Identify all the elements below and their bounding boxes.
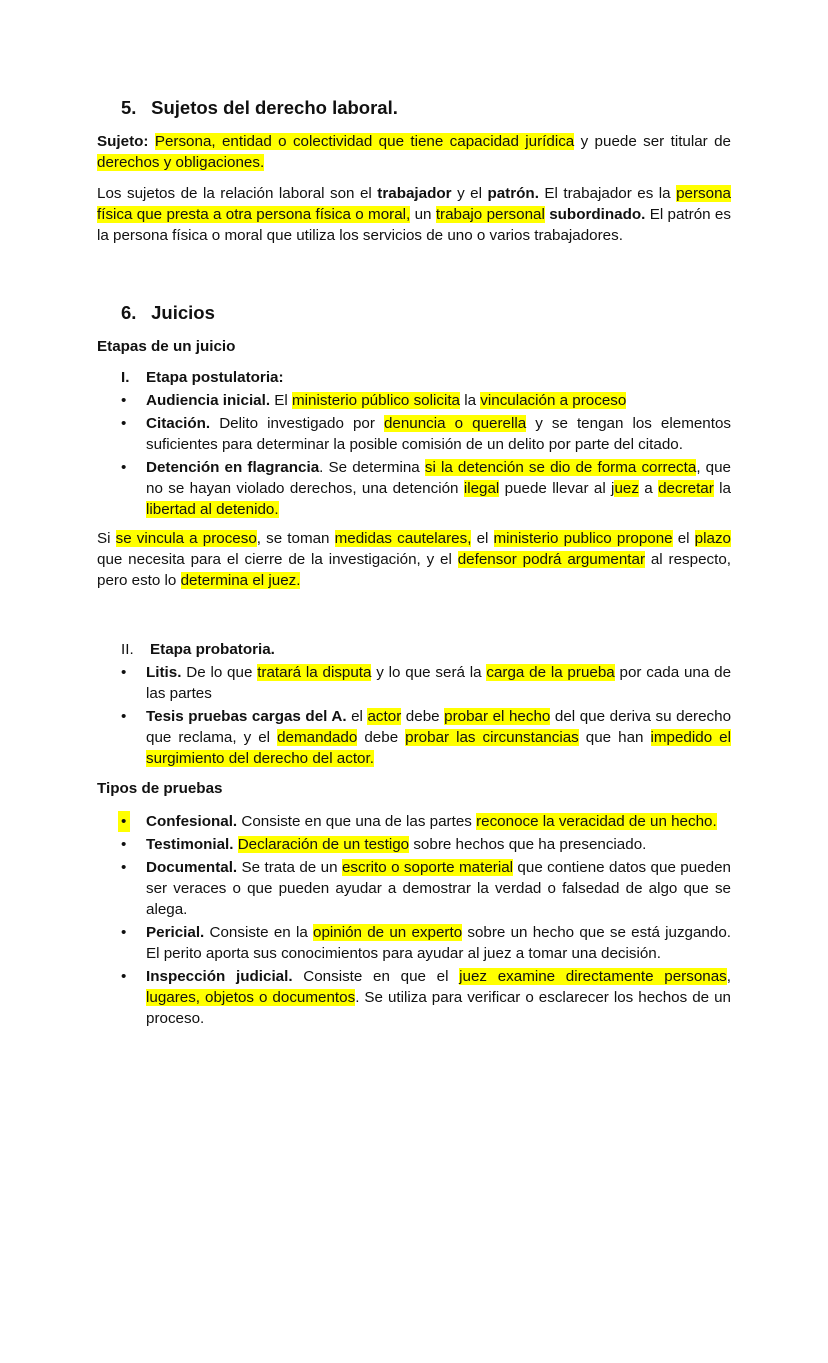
text-run: el: [346, 708, 368, 725]
list-item: [97, 662, 731, 704]
highlighted-text: persona física que presta a otra persona física o moral,: [97, 185, 731, 223]
highlighted-text: vinculación a proceso: [480, 392, 627, 409]
highlighted-text: Persona, entidad o colectividad que tiene capacidad jurídica: [154, 133, 575, 150]
highlighted-text: ministerio publico propone: [493, 530, 673, 547]
stage-2-title: Etapa probatoria.: [150, 641, 275, 658]
bold-text: Sujeto:: [97, 133, 155, 150]
highlighted-text: juez examine directamente personas: [459, 968, 727, 985]
stage-2-list: [97, 662, 731, 769]
tipos-pruebas-list: [97, 811, 731, 1029]
text-run: Consiste en la: [204, 924, 314, 941]
text-run: ,: [726, 968, 731, 985]
text-run: que contiene datos que pueden ser veraces o que pueden ayudar a demostrar la verdad o falsedad de algo que se alega.: [146, 859, 731, 918]
bold-text: Tesis pruebas cargas del A.: [146, 708, 347, 725]
text-run: sobre hechos que ha presenciado.: [409, 836, 647, 853]
text-run: y puede ser titular de: [574, 133, 731, 150]
text-run: la: [713, 480, 731, 497]
highlighted-text: Declaración de un testigo: [237, 836, 410, 853]
highlighted-text: trabajo personal: [435, 206, 545, 223]
text-run: Delito investigado por: [210, 415, 384, 432]
stage-1-number: I.: [121, 369, 130, 386]
bullet-icon: •: [121, 392, 127, 409]
highlighted-text: ilegal: [463, 480, 500, 497]
highlighted-text: denuncia o querella: [383, 415, 527, 432]
document-body: [97, 96, 731, 1031]
stage-2-heading: [97, 639, 731, 660]
text-run: Consiste en que una de las partes: [237, 813, 477, 830]
stage-2-number: II.: [121, 641, 134, 658]
section-5-title: Sujetos del derecho laboral.: [151, 97, 398, 118]
vinculacion-paragraph: [97, 528, 731, 591]
highlighted-text: medidas cautelares,: [334, 530, 472, 547]
text-run: . Se determina: [319, 459, 425, 476]
bold-text: Confesional.: [146, 813, 238, 830]
text-run: y lo que será la: [371, 664, 487, 681]
list-item: [97, 857, 731, 920]
highlighted-text: si la detención se dio de forma correcta: [424, 459, 697, 476]
bold-text: Pericial.: [146, 924, 205, 941]
stage-1-heading: [97, 367, 731, 388]
highlighted-text: libertad al detenido.: [146, 501, 279, 518]
sujeto-definition-paragraph: [97, 131, 731, 173]
list-item: [97, 834, 731, 855]
etapas-juicio-heading: Etapas de un juicio: [97, 338, 236, 355]
text-run: del que deriva su derecho que reclama, y el: [146, 708, 732, 746]
bold-text: subordinado.: [549, 206, 646, 223]
text-run: puede llevar al j: [499, 480, 615, 497]
bullet-icon: •: [121, 415, 127, 432]
text-run: El: [270, 392, 293, 409]
text-run: debe: [357, 729, 406, 746]
list-item: [97, 811, 731, 832]
text-run: la: [460, 392, 481, 409]
highlighted-text: uez: [614, 480, 639, 497]
list-item: [97, 413, 731, 455]
highlighted-text: escrito o soporte material: [341, 859, 514, 876]
text-run: el: [672, 530, 695, 547]
highlighted-text: plazo: [694, 530, 731, 547]
bullet-icon: •: [121, 708, 127, 725]
text-run: que necesita para el cierre de la investigación, y el: [97, 551, 458, 568]
bullet-icon: •: [121, 859, 127, 876]
bold-text: Litis.: [146, 664, 182, 681]
text-run: El patrón es la persona física o moral que utiliza los servicios de uno o varios trabajadores.: [97, 206, 731, 244]
bold-text: Testimonial.: [146, 836, 234, 853]
bullet-icon: •: [121, 968, 127, 985]
bullet-icon: •: [121, 459, 127, 476]
text-run: sobre un hecho que se está juzgando. El perito aporta sus conocimientos para ayudar al juez a tomar una decisión.: [146, 924, 731, 962]
text-run: y se tengan los elementos suficientes para determinar la posible comisión de un delito por parte del citado.: [146, 415, 731, 453]
highlighted-text: defensor podrá argumentar: [457, 551, 646, 568]
list-item: [97, 457, 731, 520]
stage-1-list: [97, 390, 731, 520]
highlighted-text: actor: [367, 708, 402, 725]
text-run: , se toman: [256, 530, 335, 547]
list-item: [97, 390, 731, 411]
bullet-icon: •: [118, 811, 130, 832]
highlighted-text: demandado: [277, 729, 358, 746]
text-run: que han: [578, 729, 651, 746]
section-6-title: Juicios: [151, 302, 215, 323]
text-run: a: [638, 480, 659, 497]
bold-text: Audiencia inicial.: [146, 392, 271, 409]
bullet-icon: •: [121, 836, 127, 853]
text-run: debe: [401, 708, 445, 725]
text-run: El trabajador es la: [538, 185, 677, 202]
highlighted-text: derechos y obligaciones.: [97, 154, 265, 171]
text-run: Se trata de un: [237, 859, 342, 876]
text-run: por cada una de las partes: [146, 664, 732, 702]
text-run: Los sujetos de la relación laboral son el: [97, 185, 378, 202]
highlighted-text: opinión de un experto: [313, 924, 463, 941]
section-6-number: 6.: [121, 302, 137, 323]
bold-text: Citación.: [146, 415, 211, 432]
highlighted-text: lugares, objetos o documentos: [146, 989, 356, 1006]
highlighted-text: reconoce la veracidad de un hecho.: [476, 813, 717, 830]
highlighted-text: decretar: [658, 480, 714, 497]
bold-text: trabajador: [377, 185, 452, 202]
section-6-heading: [121, 301, 731, 325]
bold-text: Detención en flagrancia: [146, 459, 320, 476]
bold-text: Documental.: [146, 859, 238, 876]
list-item: [97, 966, 731, 1029]
tipos-pruebas-heading: Tipos de pruebas: [97, 780, 223, 797]
text-run: y el: [451, 185, 488, 202]
highlighted-text: determina el juez.: [180, 572, 301, 589]
highlighted-text: se vincula a proceso: [115, 530, 257, 547]
bold-text: patrón.: [487, 185, 539, 202]
list-item: [97, 706, 731, 769]
text-run: . Se utiliza para verificar o esclarecer los hechos de un proceso.: [146, 989, 731, 1027]
highlighted-text: impedido el surgimiento del derecho del actor.: [146, 729, 731, 767]
text-run: Consiste en que el: [292, 968, 460, 985]
bold-text: Inspección judicial.: [146, 968, 293, 985]
bullet-icon: •: [121, 924, 127, 941]
text-run: Si: [97, 530, 116, 547]
text-run: , que no se hayan violado derechos, una detención: [146, 459, 732, 497]
highlighted-text: tratará la disputa: [257, 664, 372, 681]
text-run: un: [410, 206, 436, 223]
text-run: al respecto, pero esto lo: [97, 551, 731, 589]
highlighted-text: probar las circunstancias: [405, 729, 579, 746]
sujetos-relacion-paragraph: [97, 183, 731, 246]
highlighted-text: probar el hecho: [444, 708, 551, 725]
list-item: [97, 922, 731, 964]
text-run: De lo que: [181, 664, 258, 681]
stage-1-title: Etapa postulatoria:: [146, 369, 284, 386]
bullet-icon: •: [121, 664, 127, 681]
section-5-number: 5.: [121, 97, 137, 118]
highlighted-text: carga de la prueba: [486, 664, 615, 681]
section-5-heading: [121, 96, 731, 120]
text-run: el: [471, 530, 494, 547]
highlighted-text: ministerio público solicita: [292, 392, 461, 409]
